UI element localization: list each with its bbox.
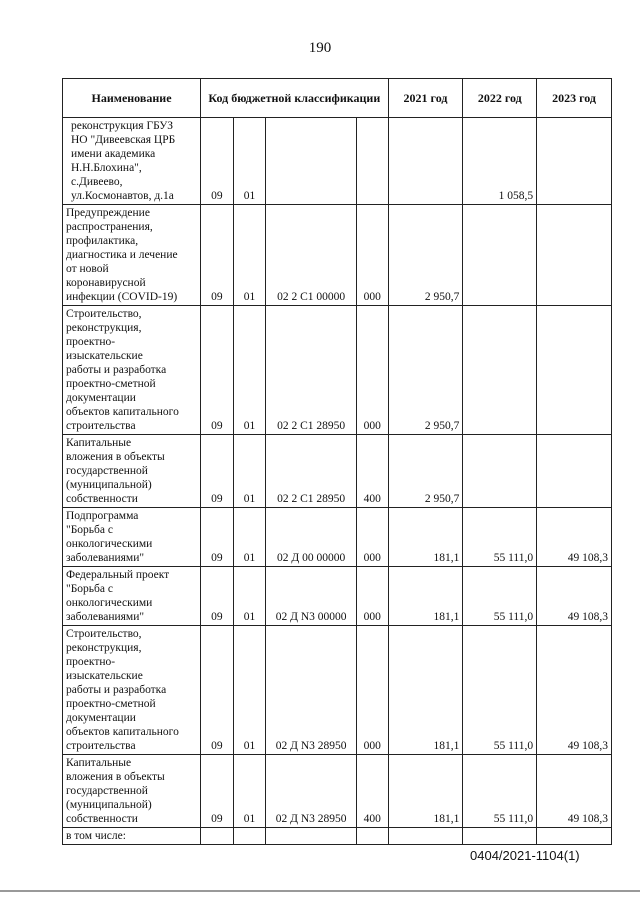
row-name-line: Строительство, — [66, 308, 142, 320]
row-name-line: реконструкция, — [66, 322, 142, 334]
code-target: 02 Д N3 28950 — [266, 626, 357, 755]
table-row — [63, 306, 612, 435]
table-row — [63, 205, 612, 306]
row-name-line: Капитальные — [66, 757, 132, 769]
row-name-line: заболеваниями" — [66, 552, 145, 564]
code-target: 02 Д N3 00000 — [266, 567, 357, 626]
row-name — [63, 205, 201, 306]
row-name — [63, 828, 201, 845]
value-2021: 181,1 — [388, 508, 463, 567]
code-subsection — [233, 828, 266, 845]
value-2022 — [463, 435, 537, 508]
header-2022: 2022 год — [463, 79, 537, 118]
row-name-line: инфекции (COVID-19) — [66, 291, 178, 303]
row-name-line: Капитальные — [66, 437, 132, 449]
value-2022: 55 111,0 — [463, 626, 537, 755]
value-2022: 1 058,5 — [463, 118, 537, 205]
value-2023: 49 108,3 — [537, 508, 612, 567]
row-name-line: Н.Н.Блохина", — [71, 162, 142, 174]
row-name-line: Подпрограмма — [66, 510, 139, 522]
row-name-line: (муниципальной) — [66, 479, 152, 491]
code-expense-type — [356, 828, 388, 845]
document-id: 0404/2021-1104(1) — [470, 848, 580, 863]
row-name-line: "Борьба с — [66, 583, 113, 595]
row-name-line: в том числе: — [66, 830, 126, 842]
row-name-line: НО "Дивеевская ЦРБ — [71, 134, 176, 146]
row-name-line: Предупреждение — [66, 207, 150, 219]
code-expense-type: 400 — [356, 755, 388, 828]
row-name-line: объектов капитального — [66, 726, 179, 738]
value-2023: 49 108,3 — [537, 567, 612, 626]
row-name-line: работы и разработка — [66, 684, 167, 696]
row-name-line: реконструкция ГБУЗ — [71, 120, 174, 132]
table-row — [63, 828, 612, 845]
row-name-line: проектно- — [66, 656, 116, 668]
row-name-line: государственной — [66, 465, 148, 477]
row-name-line: вложения в объекты — [66, 451, 165, 463]
value-2022: 55 111,0 — [463, 567, 537, 626]
table-row — [63, 755, 612, 828]
code-expense-type — [356, 118, 388, 205]
value-2021 — [388, 118, 463, 205]
code-expense-type: 000 — [356, 508, 388, 567]
row-name-line: имени академика — [71, 148, 156, 160]
row-name — [63, 626, 201, 755]
code-section: 09 — [201, 626, 234, 755]
header-budget-code: Код бюджетной классификации — [201, 79, 389, 118]
row-name-line: Строительство, — [66, 628, 142, 640]
row-name-line: проектно- — [66, 336, 116, 348]
table-row — [63, 567, 612, 626]
row-name-line: заболеваниями" — [66, 611, 145, 623]
code-section: 09 — [201, 118, 234, 205]
row-name-line: (муниципальной) — [66, 799, 152, 811]
code-expense-type: 000 — [356, 306, 388, 435]
table-row — [63, 508, 612, 567]
code-expense-type: 000 — [356, 626, 388, 755]
row-name-line: работы и разработка — [66, 364, 167, 376]
code-section: 09 — [201, 755, 234, 828]
row-name-line: государственной — [66, 785, 148, 797]
row-name-line: ул.Космонавтов, д.1а — [71, 190, 174, 202]
row-name — [63, 567, 201, 626]
code-subsection: 01 — [233, 205, 266, 306]
value-2022 — [463, 306, 537, 435]
code-target — [266, 828, 357, 845]
code-subsection: 01 — [233, 118, 266, 205]
value-2022 — [463, 828, 537, 845]
value-2021: 181,1 — [388, 567, 463, 626]
code-section: 09 — [201, 435, 234, 508]
value-2021: 2 950,7 — [388, 435, 463, 508]
value-2023 — [537, 828, 612, 845]
code-section: 09 — [201, 306, 234, 435]
header-name: Наименование — [63, 79, 201, 118]
header-2021: 2021 год — [388, 79, 463, 118]
code-expense-type: 000 — [356, 567, 388, 626]
row-name-line: "Борьба с — [66, 524, 113, 536]
code-expense-type: 400 — [356, 435, 388, 508]
value-2021: 181,1 — [388, 626, 463, 755]
code-target — [266, 118, 357, 205]
row-name-line: распространения, — [66, 221, 153, 233]
value-2021: 2 950,7 — [388, 205, 463, 306]
row-name-line: Федеральный проект — [66, 569, 170, 581]
row-name-line: реконструкция, — [66, 642, 142, 654]
table-header-row — [63, 79, 612, 118]
header-2023: 2023 год — [537, 79, 612, 118]
value-2023 — [537, 118, 612, 205]
value-2023 — [537, 435, 612, 508]
value-2022: 55 111,0 — [463, 755, 537, 828]
row-name-line: профилактика, — [66, 235, 139, 247]
value-2021: 181,1 — [388, 755, 463, 828]
row-name-line: от новой — [66, 263, 109, 275]
table-row — [63, 626, 612, 755]
code-section: 09 — [201, 205, 234, 306]
row-name-line: проектно-сметной — [66, 698, 156, 710]
value-2021 — [388, 828, 463, 845]
code-subsection: 01 — [233, 306, 266, 435]
value-2022: 55 111,0 — [463, 508, 537, 567]
row-name-line: собственности — [66, 813, 138, 825]
code-subsection: 01 — [233, 755, 266, 828]
row-name — [63, 118, 201, 205]
row-name-line: изыскательские — [66, 670, 143, 682]
code-subsection: 01 — [233, 567, 266, 626]
value-2023: 49 108,3 — [537, 755, 612, 828]
table-body — [63, 118, 612, 845]
row-name — [63, 306, 201, 435]
code-subsection: 01 — [233, 508, 266, 567]
row-name-line: коронавирусной — [66, 277, 146, 289]
value-2021: 2 950,7 — [388, 306, 463, 435]
code-section: 09 — [201, 567, 234, 626]
row-name-line: документации — [66, 392, 136, 404]
code-subsection: 01 — [233, 626, 266, 755]
code-target: 02 2 С1 00000 — [266, 205, 357, 306]
row-name-line: строительства — [66, 740, 136, 752]
row-name-line: объектов капитального — [66, 406, 179, 418]
code-expense-type: 000 — [356, 205, 388, 306]
code-subsection: 01 — [233, 435, 266, 508]
row-name — [63, 508, 201, 567]
table-row — [63, 118, 612, 205]
code-target: 02 2 С1 28950 — [266, 435, 357, 508]
row-name-line: онкологическими — [66, 538, 153, 550]
row-name — [63, 755, 201, 828]
row-name — [63, 435, 201, 508]
row-name-line: собственности — [66, 493, 138, 505]
row-name-line: изыскательские — [66, 350, 143, 362]
row-name-line: вложения в объекты — [66, 771, 165, 783]
row-name-line: документации — [66, 712, 136, 724]
budget-table — [62, 78, 612, 845]
row-name-line: онкологическими — [66, 597, 153, 609]
row-name-line: проектно-сметной — [66, 378, 156, 390]
code-target: 02 Д N3 28950 — [266, 755, 357, 828]
page-number: 190 — [308, 40, 332, 56]
table-row — [63, 435, 612, 508]
row-name-line: диагностика и лечение — [66, 249, 178, 261]
row-name-line: строительства — [66, 420, 136, 432]
value-2023: 49 108,3 — [537, 626, 612, 755]
code-target: 02 Д 00 00000 — [266, 508, 357, 567]
code-section — [201, 828, 234, 845]
value-2023 — [537, 306, 612, 435]
bottom-rule — [0, 890, 640, 892]
row-name-line: с.Дивеево, — [71, 176, 123, 188]
code-section: 09 — [201, 508, 234, 567]
code-target: 02 2 С1 28950 — [266, 306, 357, 435]
value-2023 — [537, 205, 612, 306]
value-2022 — [463, 205, 537, 306]
